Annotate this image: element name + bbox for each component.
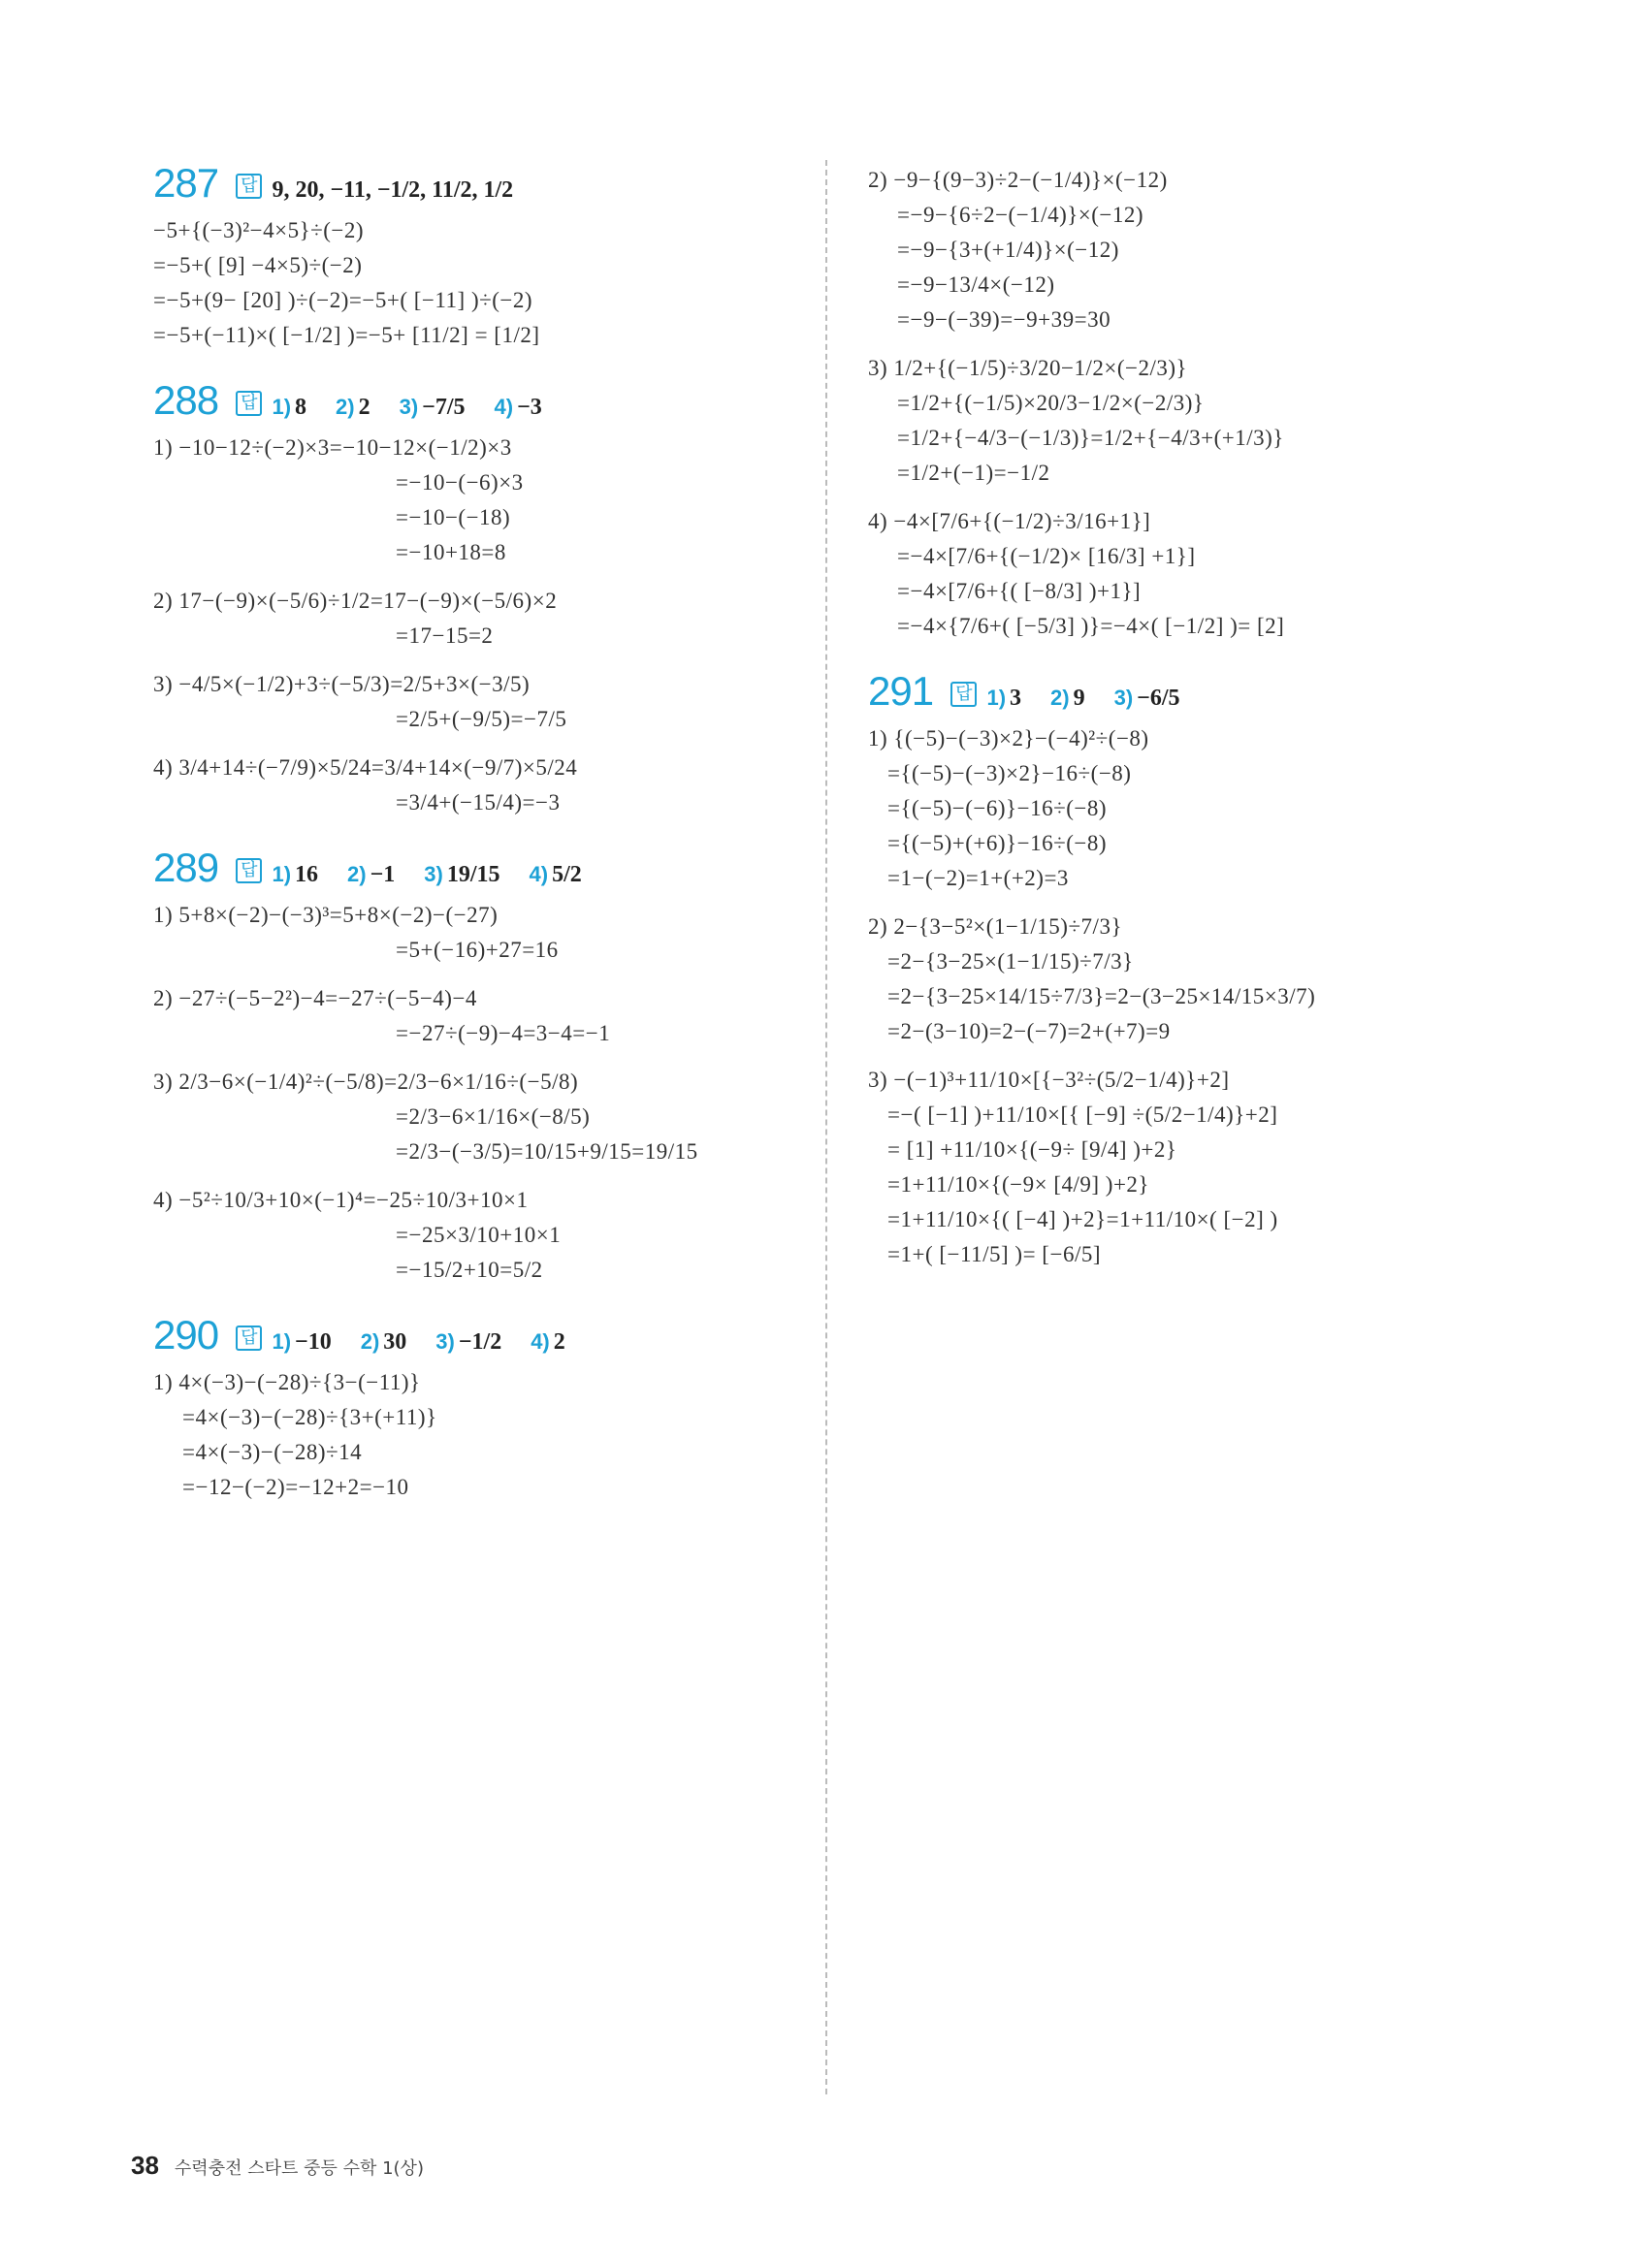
answer-item [424,862,499,888]
problem-290-continued [868,166,1508,641]
answer-label: 4) [531,1329,550,1354]
problem-288 [153,377,793,817]
solution-line: =1+11/10×{(−9× [4/9] )+2} [887,1172,1149,1197]
answer-item [531,1329,565,1356]
solution-line: =−9−{6÷2−(−1/4)}×(−12) [897,203,1144,227]
solution-line: 4) 3/4+14÷(−7/9)×5/24=3/4+14×(−9/7)×5/24 [153,755,578,780]
answer-label: 2) [1050,686,1070,710]
column-divider [825,160,827,2094]
answer-label: 1) [272,395,292,419]
solution-line: =1/2+(−1)=−1/2 [897,461,1050,485]
solution-line: 3) 1/2+{(−1/5)÷3/20−1/2×(−2/3)} [868,356,1188,380]
answer-label: 4) [494,395,514,419]
answer-item [986,686,1021,712]
subproblem-4 [153,1186,793,1285]
book-title: 수력충전 스타트 중등 수학 1(상) [174,2158,424,2179]
solution-line: 2) −9−{(9−3)÷2−(−1/4)}×(−12) [868,168,1168,192]
solution-line: =1+11/10×{( [−4] )+2}=1+11/10×( [−2] ) [887,1207,1278,1231]
subproblem-4 [868,507,1508,641]
subproblem-2 [153,984,793,1048]
problem-header [868,668,1508,715]
problem-number: 291 [868,668,934,714]
solution-line: =−10−(−18) [396,505,511,529]
solution-line: 2) −27÷(−5−2²)−4=−27÷(−5−4)−4 [153,986,477,1010]
solution-line: =1/2+{−4/3−(−1/3)}=1/2+{−4/3+(+1/3)} [897,426,1284,450]
answer-item [272,862,318,888]
subproblem-1 [153,1368,793,1502]
answer-item [400,395,466,421]
solution-line: =−27÷(−9)−4=3−4=−1 [396,1021,611,1045]
solution-line: 2) 2−{3−5²×(1−1/15)÷7/3} [868,914,1122,939]
subproblem-3 [868,1066,1508,1269]
answer-value: 19/15 [446,862,500,887]
problem-290 [153,1312,793,1502]
answer-value: 9 [1073,686,1085,711]
answer-item [1114,686,1180,712]
page-number: 38 [131,2151,159,2180]
answer-value: 2 [553,1329,565,1355]
answer-item [272,395,306,421]
answer-badge: 답 [236,391,262,416]
answer-label: 1) [272,1329,292,1354]
answer-badge: 답 [950,682,977,707]
answer-label: 3) [399,395,419,419]
answer-item [272,1329,331,1356]
solution-line: =−15/2+10=5/2 [396,1258,543,1282]
answer-badge: 답 [236,1326,262,1351]
solution-line: =2/5+(−9/5)=−7/5 [396,707,567,731]
problem-header [153,1312,793,1358]
problem-287 [153,160,793,350]
answer-value: −6/5 [1137,686,1180,711]
solution-line: =−4×[7/6+{(−1/2)× [16/3] +1}] [897,544,1196,568]
solution-line: =−9−13/4×(−12) [897,272,1055,297]
answer-value: −7/5 [422,395,466,420]
answer-item [495,395,542,421]
solution-line: =17−15=2 [396,623,494,648]
page-footer [131,2151,424,2181]
answer-label: 1) [986,686,1007,710]
solution-line: 1) 5+8×(−2)−(−3)³=5+8×(−2)−(−27) [153,903,499,927]
answer-label: 3) [435,1329,455,1354]
answer-label: 3) [1113,686,1134,710]
solution-line: 2) 17−(−9)×(−5/6)÷1/2=17−(−9)×(−5/6)×2 [153,589,558,613]
problem-number: 288 [153,377,219,423]
answer-value: 8 [295,395,307,420]
problem-header [153,377,793,424]
solution-line: =−( [−1] )+11/10×[{ [−9] ÷(5/2−1/4)}+2] [887,1102,1278,1127]
solution-line: 1) {(−5)−(−3)×2}−(−4)²÷(−8) [868,726,1149,751]
subproblem-1 [153,433,793,567]
left-column [153,160,793,1529]
solution-line: 4) −5²÷10/3+10×(−1)⁴=−25÷10/3+10×1 [153,1188,529,1212]
answer-value: 16 [295,862,319,887]
solution-line: =4×(−3)−(−28)÷14 [182,1440,363,1464]
solution-line: =−5+( [9] −4×5)÷(−2) [153,253,363,277]
solution-line: =1/2+{(−1/5)×20/3−1/2×(−2/3)} [897,391,1205,415]
problem-number: 287 [153,160,219,206]
solution-line: =3/4+(−15/4)=−3 [396,790,561,815]
subproblem-2 [868,166,1508,335]
solution-line: =−10+18=8 [396,540,506,564]
solution-line: 3) 2/3−6×(−1/4)²÷(−5/8)=2/3−6×1/16÷(−5/8) [153,1070,579,1094]
solution-line: =2−{3−25×14/15÷7/3}=2−(3−25×14/15×3/7) [887,984,1316,1008]
solution-line: =−9−{3+(+1/4)}×(−12) [897,238,1119,262]
right-column [868,160,1508,1296]
solution-line: −5+{(−3)²−4×5}÷(−2) [153,218,365,242]
problem-number: 289 [153,845,219,890]
problem-289 [153,845,793,1285]
subproblem-2 [153,587,793,651]
solution-line: =1+( [−11/5] )= [−6/5] [887,1242,1101,1266]
answer-item [530,862,582,888]
answer-badge: 답 [236,174,262,199]
problem-header [153,160,793,207]
solution-line: ={(−5)−(−6)}−16÷(−8) [887,796,1107,820]
subproblem-2 [868,912,1508,1046]
answer-item [435,1329,501,1356]
problem-291 [868,668,1508,1269]
solution-line: 1) −10−12÷(−2)×3=−10−12×(−1/2)×3 [153,435,512,460]
answer-label: 2) [360,1329,380,1354]
answer-label: 4) [529,862,549,886]
solution-line: 4) −4×[7/6+{(−1/2)÷3/16+1}] [868,509,1151,533]
solution-line: =2/3−6×1/16×(−8/5) [396,1104,591,1129]
solution-line: =2/3−(−3/5)=10/15+9/15=19/15 [396,1139,698,1164]
answer-item [347,862,395,888]
subproblem-4 [153,753,793,817]
subproblem-1 [868,724,1508,893]
solution-line: =−10−(−6)×3 [396,470,524,495]
solution-line: =5+(−16)+27=16 [396,938,559,962]
solution-line: =−5+(−11)×( [−1/2] )=−5+ [11/2] = [1/2] [153,323,540,347]
problem-number: 290 [153,1312,219,1358]
subproblem-1 [153,901,793,965]
answer-badge: 답 [236,858,262,883]
answer-label: 2) [336,395,355,419]
answer-item [1050,686,1085,712]
solution-line: =−25×3/10+10×1 [396,1223,562,1247]
answer-label: 2) [347,862,367,886]
solution-line: = [1] +11/10×{(−9÷ [9/4] )+2} [887,1137,1177,1162]
answer-value: 2 [358,395,370,420]
solution-line: =2−(3−10)=2−(−7)=2+(+7)=9 [887,1019,1171,1043]
answer-value: −10 [295,1329,332,1355]
answer-value: −1/2 [458,1329,502,1355]
answer-list: 9, 20, −11, −1/2, 11/2, 1/2 [272,177,514,203]
solution-line: =4×(−3)−(−28)÷{3+(+11)} [182,1405,437,1429]
problem-header [153,845,793,891]
solution-line: ={(−5)−(−3)×2}−16÷(−8) [887,761,1132,785]
solution-line: 3) −(−1)³+11/10×[{−3²÷(5/2−1/4)}+2] [868,1068,1230,1092]
subproblem-3 [153,1068,793,1166]
answer-value: −1 [370,862,396,887]
solution-line: =−4×[7/6+{( [−8/3] )+1}] [897,579,1142,603]
solution-line: =−5+(9− [20] )÷(−2)=−5+( [−11] )÷(−2) [153,288,533,312]
solution-line: =1−(−2)=1+(+2)=3 [887,866,1069,890]
subproblem-3 [868,354,1508,488]
solution-line: 3) −4/5×(−1/2)+3÷(−5/3)=2/5+3×(−3/5) [153,672,531,696]
solution-line: 1) 4×(−3)−(−28)÷{3−(−11)} [153,1370,421,1394]
answer-item [361,1329,407,1356]
answer-value: 30 [383,1329,407,1355]
answer-item [336,395,370,421]
answer-label: 3) [424,862,443,886]
solution-line: =−12−(−2)=−12+2=−10 [182,1475,409,1499]
solution-line: ={(−5)+(+6)}−16÷(−8) [887,831,1107,855]
solution-line: =−4×{7/6+( [−5/3] )}=−4×( [−1/2] )= [2] [897,614,1285,638]
answer-value: 3 [1010,686,1022,711]
solution-line: =2−{3−25×(1−1/15)÷7/3} [887,949,1134,974]
answer-label: 1) [272,862,292,886]
answer-value: −3 [517,395,542,420]
answer-value: 5/2 [552,862,582,887]
solution-line: =−9−(−39)=−9+39=30 [897,307,1111,332]
subproblem-3 [153,670,793,734]
